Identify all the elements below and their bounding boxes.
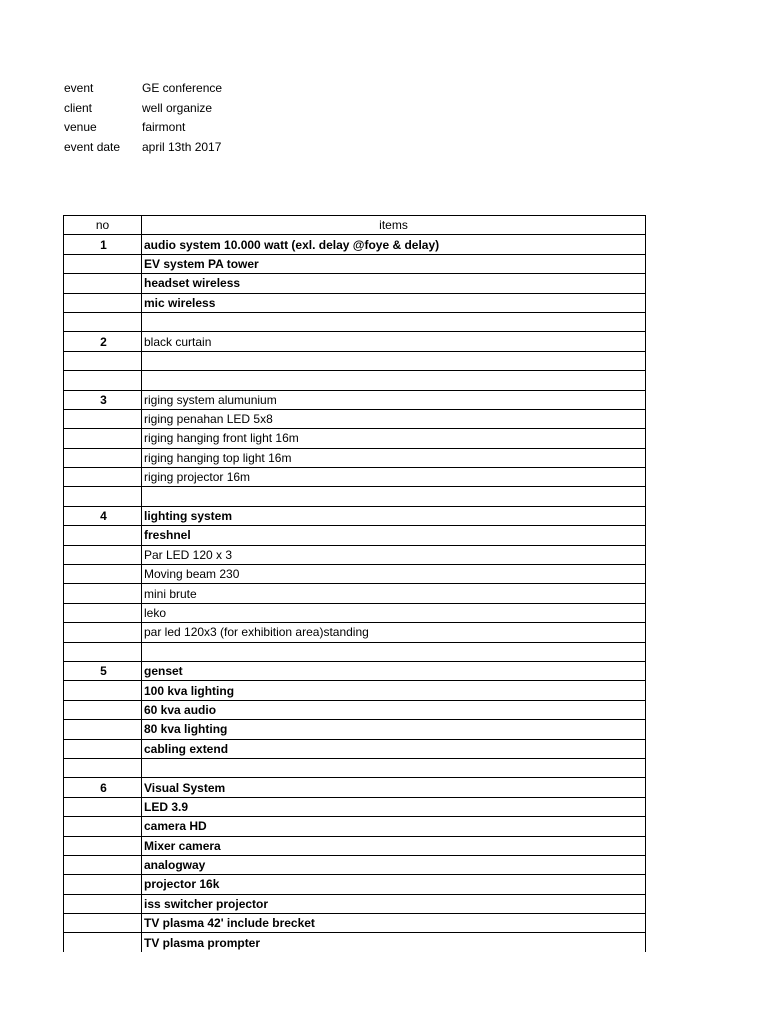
row-number: [64, 758, 142, 777]
table-row: [64, 409, 646, 428]
row-item: TV plasma prompter: [142, 933, 646, 952]
row-item: riging hanging front light 16m: [142, 429, 646, 448]
row-number: [64, 875, 142, 894]
row-number: [64, 603, 142, 622]
row-item: Mixer camera: [142, 836, 646, 855]
table-row: [64, 584, 646, 603]
event-info-value: april 13th 2017: [142, 140, 222, 155]
row-number: [64, 274, 142, 293]
row-number: [64, 351, 142, 370]
row-item: camera HD: [142, 817, 646, 836]
row-number: [64, 894, 142, 913]
row-item: leko: [142, 603, 646, 622]
header-items: items: [142, 216, 646, 235]
row-item: [142, 351, 646, 370]
row-number: [64, 817, 142, 836]
row-item: EV system PA tower: [142, 254, 646, 273]
table-row: [64, 603, 646, 622]
row-item: Moving beam 230: [142, 565, 646, 584]
row-item: riging hanging top light 16m: [142, 448, 646, 467]
table-body: [64, 235, 646, 952]
row-item: [142, 312, 646, 331]
table-row: [64, 875, 646, 894]
row-item: black curtain: [142, 332, 646, 351]
event-info-key: event date: [64, 140, 121, 155]
table-row: [64, 894, 646, 913]
table-row: [64, 661, 646, 680]
table-row: [64, 720, 646, 739]
row-number: [64, 312, 142, 331]
table-row: [64, 933, 646, 952]
row-number: 6: [64, 778, 142, 797]
row-item: Visual System: [142, 778, 646, 797]
table-row: [64, 739, 646, 758]
row-item: [142, 487, 646, 506]
row-item: iss switcher projector: [142, 894, 646, 913]
row-item: mic wireless: [142, 293, 646, 312]
row-item: par led 120x3 (for exhibition area)standing: [142, 623, 646, 642]
table-row: [64, 332, 646, 351]
row-number: 4: [64, 506, 142, 525]
row-number: [64, 545, 142, 564]
table-header-row: [64, 216, 646, 235]
row-item: cabling extend: [142, 739, 646, 758]
row-number: 5: [64, 661, 142, 680]
table-row: [64, 623, 646, 642]
row-number: 2: [64, 332, 142, 351]
row-number: [64, 681, 142, 700]
table-row: [64, 371, 646, 390]
row-item: [142, 758, 646, 777]
table-row: [64, 642, 646, 661]
row-number: [64, 914, 142, 933]
row-item: [142, 371, 646, 390]
table-row: [64, 254, 646, 273]
table-row: [64, 429, 646, 448]
row-number: 1: [64, 235, 142, 254]
event-info-value: well organize: [142, 100, 213, 115]
row-item: LED 3.9: [142, 797, 646, 816]
table-row: [64, 468, 646, 487]
equipment-table: [63, 215, 646, 952]
row-number: [64, 448, 142, 467]
row-item: riging projector 16m: [142, 468, 646, 487]
row-number: [64, 700, 142, 719]
event-info-value: GE conference: [142, 81, 223, 95]
table-row: [64, 681, 646, 700]
event-info-key: event: [64, 81, 94, 95]
row-number: [64, 371, 142, 390]
row-item: projector 16k: [142, 875, 646, 894]
row-item: TV plasma 42' include brecket: [142, 914, 646, 933]
row-item: riging penahan LED 5x8: [142, 409, 646, 428]
row-number: [64, 642, 142, 661]
table-row: [64, 545, 646, 564]
row-number: [64, 487, 142, 506]
row-number: [64, 526, 142, 545]
row-item: freshnel: [142, 526, 646, 545]
row-number: [64, 836, 142, 855]
table-row: [64, 448, 646, 467]
table-row: [64, 758, 646, 777]
row-number: [64, 468, 142, 487]
row-number: [64, 855, 142, 874]
row-item: audio system 10.000 watt (exl. delay @foye & delay): [142, 235, 646, 254]
row-number: [64, 409, 142, 428]
row-item: genset: [142, 661, 646, 680]
event-info-value: fairmont: [142, 120, 186, 135]
table-row: [64, 312, 646, 331]
table-row: [64, 565, 646, 584]
table-row: [64, 817, 646, 836]
row-item: analogway: [142, 855, 646, 874]
event-info-key: client: [64, 100, 93, 115]
header-no: no: [64, 216, 142, 235]
row-number: [64, 739, 142, 758]
table-row: [64, 351, 646, 370]
row-item: lighting system: [142, 506, 646, 525]
row-number: [64, 584, 142, 603]
row-item: 80 kva lighting: [142, 720, 646, 739]
row-item: mini brute: [142, 584, 646, 603]
row-number: [64, 565, 142, 584]
table-row: [64, 390, 646, 409]
row-item: Par LED 120 x 3: [142, 545, 646, 564]
table-row: [64, 836, 646, 855]
table-row: [64, 487, 646, 506]
table-row: [64, 778, 646, 797]
table-row: [64, 506, 646, 525]
row-number: [64, 933, 142, 952]
table-row: [64, 235, 646, 254]
row-number: [64, 293, 142, 312]
table-row: [64, 797, 646, 816]
table-row: [64, 274, 646, 293]
row-number: [64, 429, 142, 448]
row-number: [64, 720, 142, 739]
table-row: [64, 700, 646, 719]
row-number: 3: [64, 390, 142, 409]
table-row: [64, 855, 646, 874]
row-item: [142, 642, 646, 661]
row-item: 60 kva audio: [142, 700, 646, 719]
row-item: 100 kva lighting: [142, 681, 646, 700]
table-row: [64, 293, 646, 312]
row-number: [64, 797, 142, 816]
table-row: [64, 914, 646, 933]
event-info-key: venue: [64, 120, 97, 135]
row-number: [64, 623, 142, 642]
row-item: headset wireless: [142, 274, 646, 293]
table-row: [64, 526, 646, 545]
row-item: riging system alumunium: [142, 390, 646, 409]
row-number: [64, 254, 142, 273]
